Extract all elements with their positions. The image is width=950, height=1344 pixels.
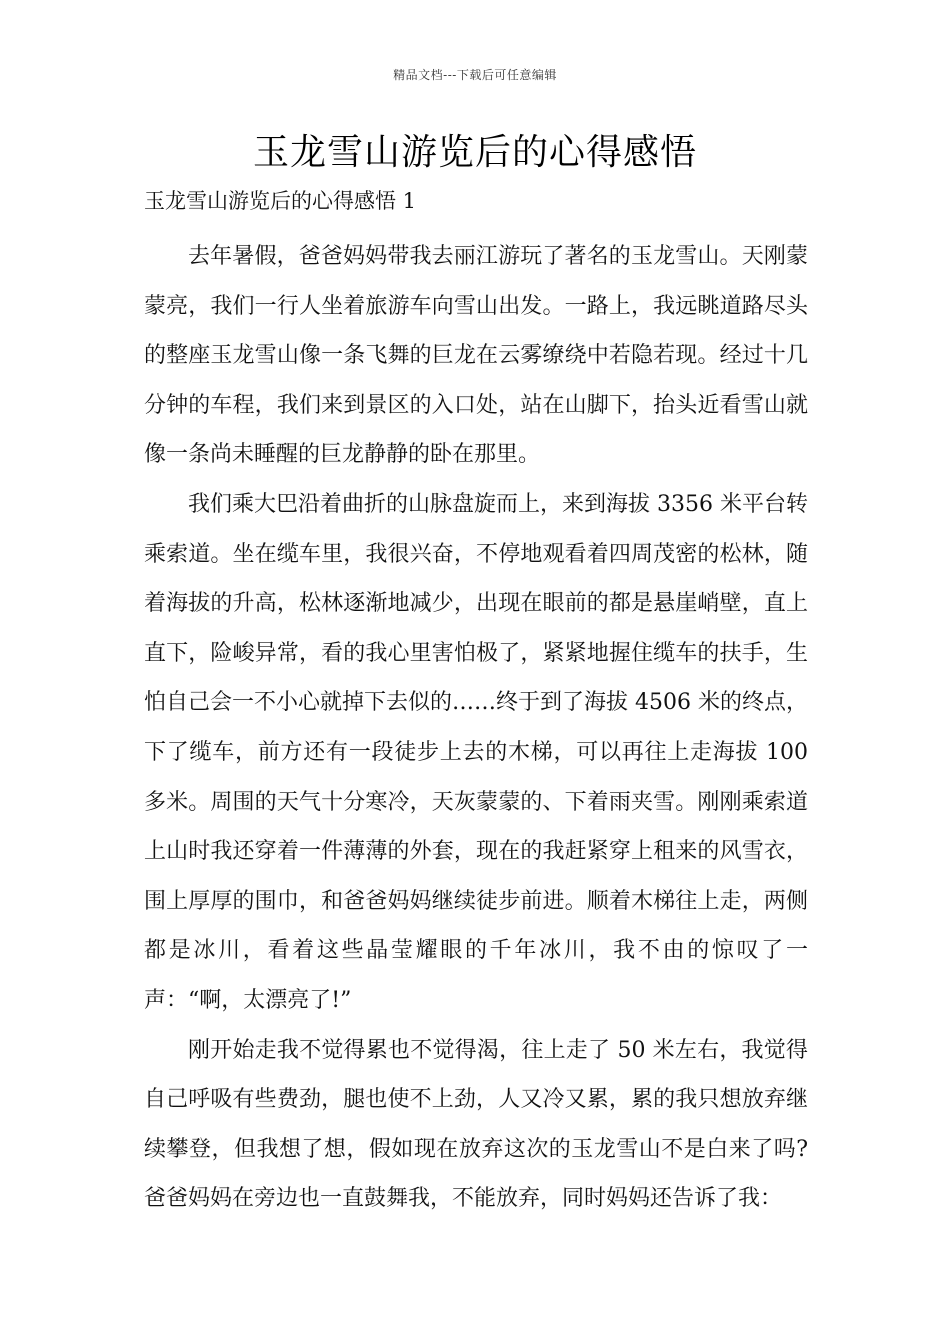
document-title: 玉龙雪山游览后的心得感悟 [252,132,697,173]
paragraph: 我们乘大巴沿着曲折的山脉盘旋而上，来到海拔 3356 米平台转乘索道。坐在缆车里，我很兴奋，不停地观看着四周茂密的松林，随着海拔的升高，松林逐渐地减少，出现在眼前的都是悬崖峭壁，直上直下，险峻异常，看的我心里害怕极了，紧紧地握住缆车的扶手，生怕自己会一不小心就掉下去似的……终于到了海拔 4506 米的终点，下了缆车，前方还有一段徒步上去的木梯，可以再往上走海拔 100 多米。周围的天气十分寒冷，天灰蒙蒙的、下着雨夹雪。刚刚乘索道上山时我还穿着一件薄薄的外套，现在的我赶紧穿上租来的风雪衣，围上厚厚的围巾，和爸爸妈妈继续徒步前进。顺着木梯往上走，两侧都是冰川，看着这些晶莹耀眼的千年冰川，我不由的惊叹了一声：“啊，太漂亮了!” [144,491,808,1013]
page-header: 精品文档---下载后可任意编辑 [393,68,557,82]
paragraph: 去年暑假，爸爸妈妈带我去丽江游玩了著名的玉龙雪山。天刚蒙蒙亮，我们一行人坐着旅游车向雪山出发。一路上，我远眺道路尽头的整座玉龙雪山像一条飞舞的巨龙在云雾缭绕中若隐若现。经过十几分钟的车程，我们来到景区的入口处，站在山脚下，抬头近看雪山就像一条尚未睡醒的巨龙静静的卧在那里。 [144,244,808,468]
document-body [144,232,808,1224]
paragraph: 刚开始走我不觉得累也不觉得渴，往上走了 50 米左右，我觉得自己呼吸有些费劲，腿也使不上劲，人又冷又累，累的我只想放弃继续攀登，但我想了想，假如现在放弃这次的玉龙雪山不是白来了吗?爸爸妈妈在旁边也一直鼓舞我，不能放弃，同时妈妈还告诉了我： [144,1037,808,1212]
document-subtitle: 玉龙雪山游览后的心得感悟 1 [144,189,417,213]
